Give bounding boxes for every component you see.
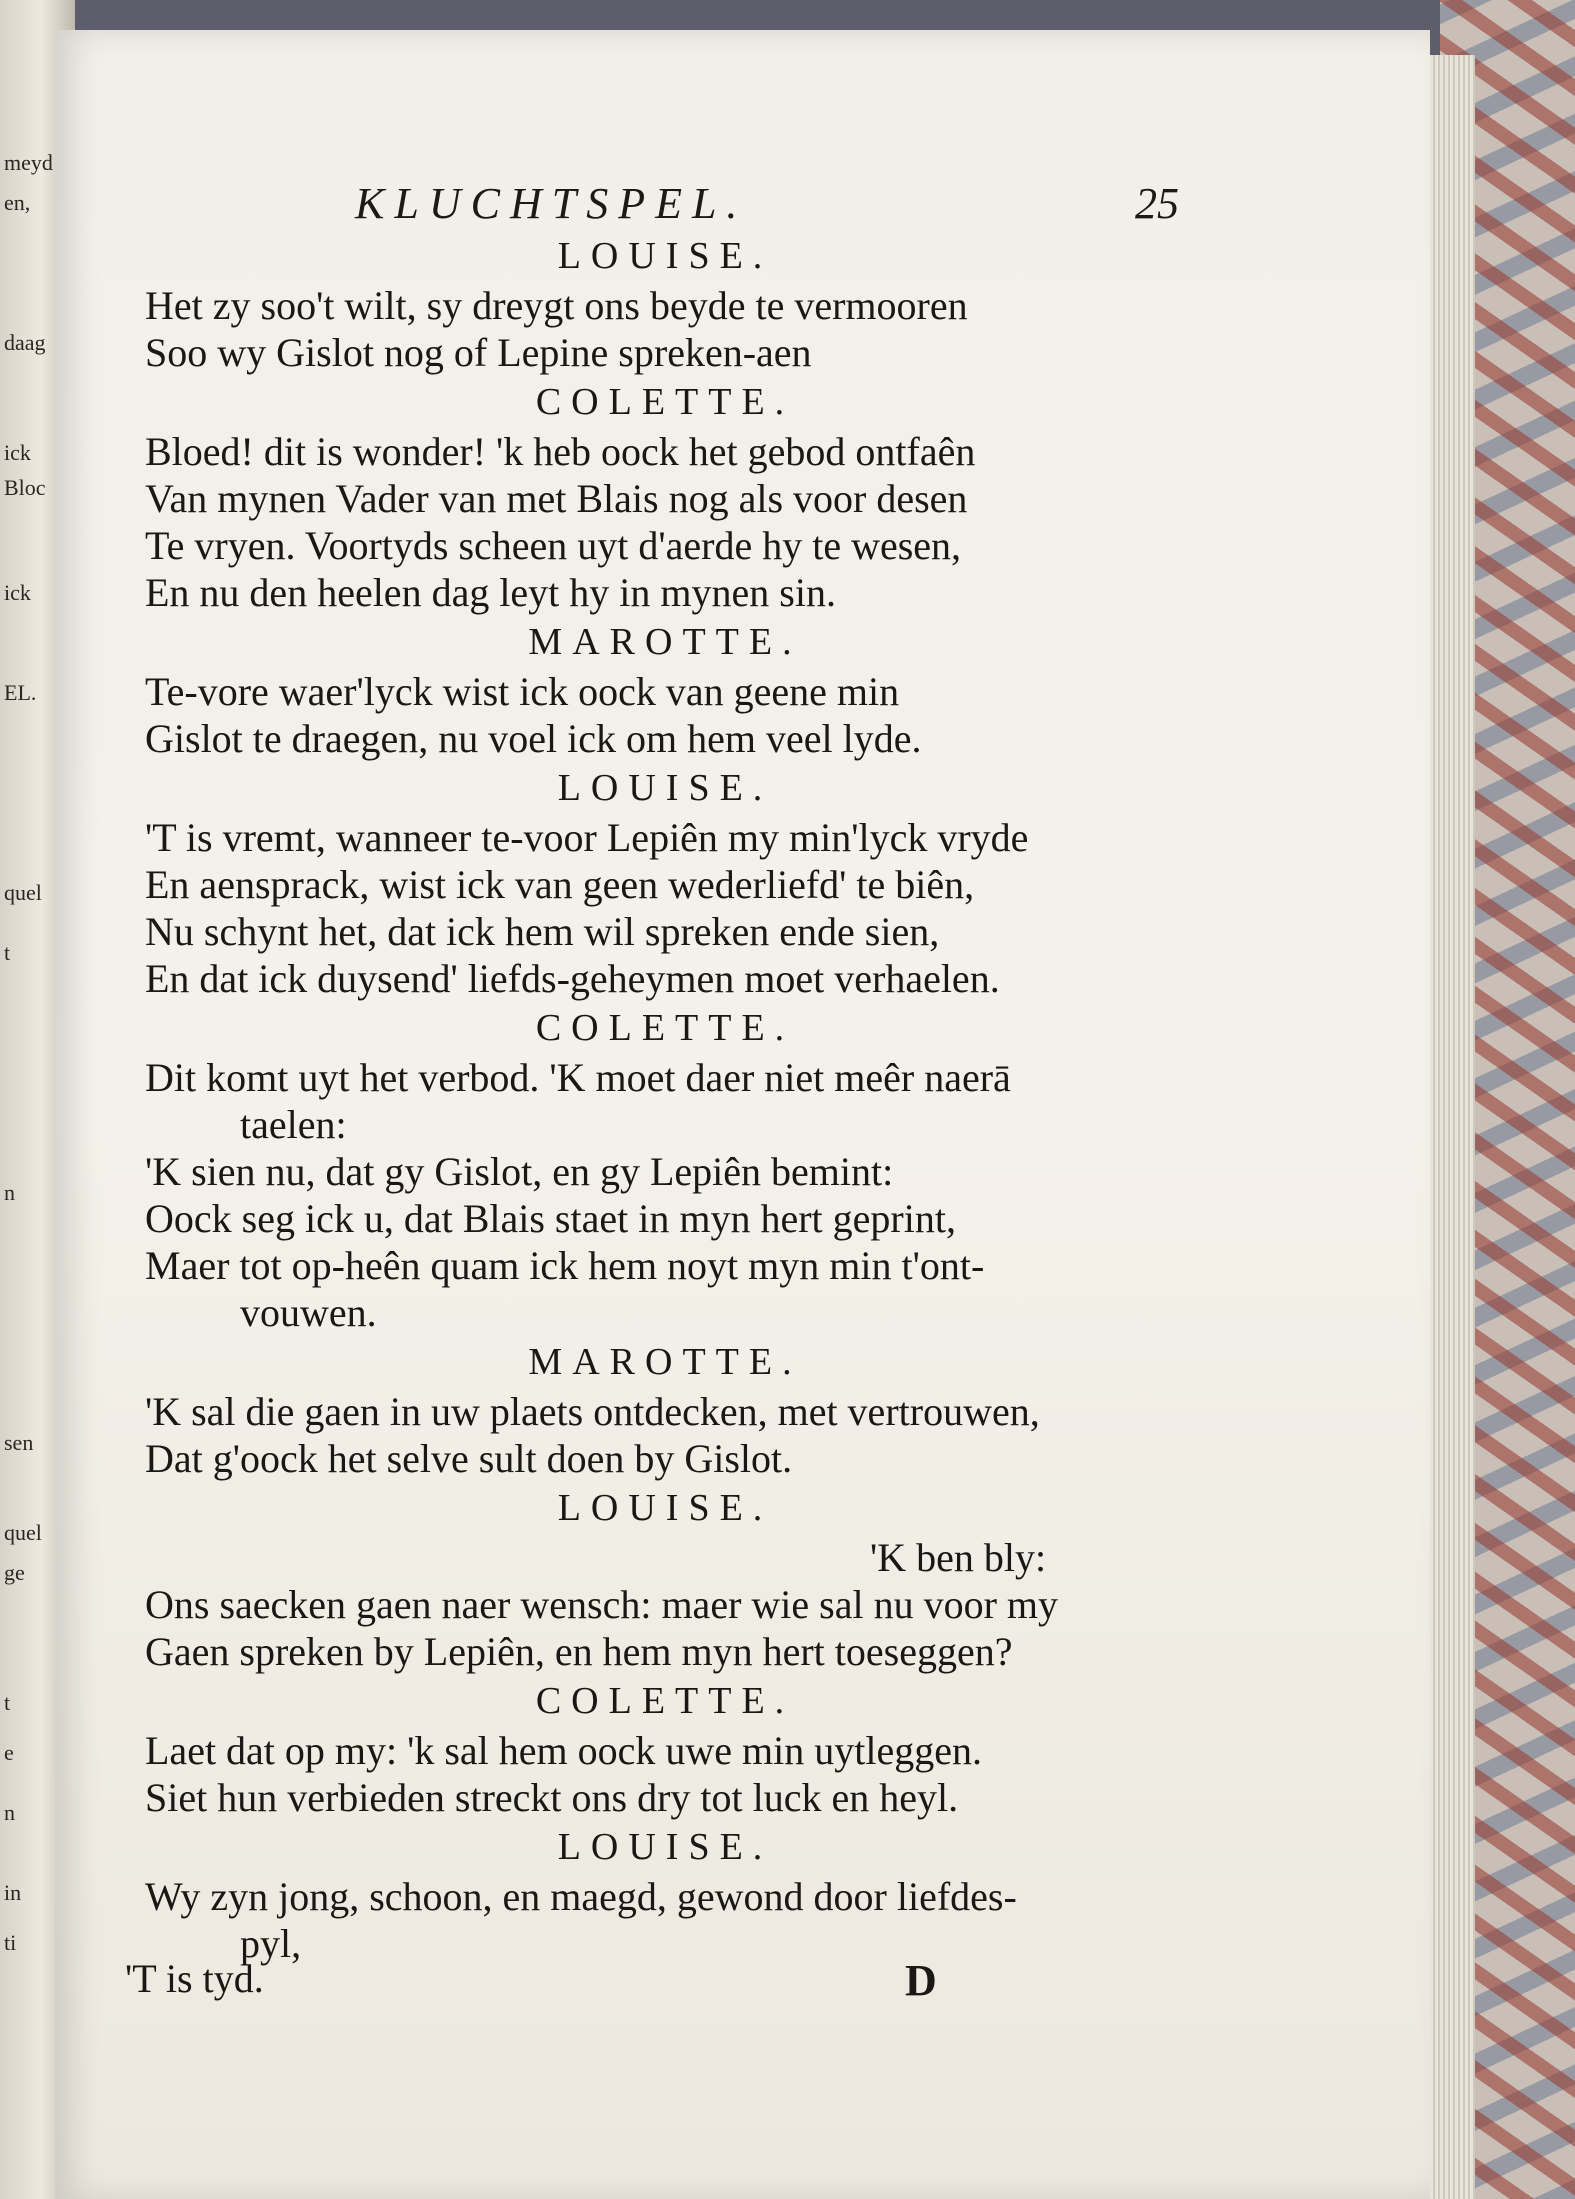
verse-line: Te-vore waer'lyck wist ick oock van geene min: [145, 669, 900, 714]
speaker-name: MAROTTE.: [528, 621, 802, 663]
verse-line: Maer tot op-heên quam ick hem noyt myn min t'ont-: [145, 1243, 985, 1288]
left-page-fragment: in: [4, 1880, 22, 1905]
verse-line: Oock seg ick u, dat Blais staet in myn hert geprint,: [145, 1196, 956, 1241]
verse-line: Gaen spreken by Lepiên, en hem myn hert toeseggen?: [145, 1629, 1013, 1674]
speaker-name: LOUISE.: [557, 1826, 773, 1868]
verse-line: vouwen.: [240, 1290, 377, 1335]
left-page-fragment: en,: [4, 190, 31, 215]
book-page: [55, 30, 1430, 2199]
verse-line: En dat ick duysend' liefds-geheymen moet verhaelen.: [145, 956, 1000, 1001]
verse-line: Bloed! dit is wonder! 'k heb oock het gebod ontfaên: [145, 429, 976, 474]
left-page-fragment: Bloc: [4, 475, 46, 500]
speaker-name: COLETTE.: [535, 381, 795, 423]
left-page-fragment: ge: [4, 1560, 25, 1585]
left-page-fragment: daag: [4, 330, 46, 355]
page-number: 25: [1135, 179, 1179, 228]
left-page-fragment: t: [4, 940, 11, 965]
verse-line: En nu den heelen dag leyt hy in mynen sin.: [145, 570, 836, 615]
verse-line: Nu schynt het, dat ick hem wil spreken ende sien,: [145, 909, 940, 954]
verse-line: pyl,: [240, 1921, 302, 1966]
left-page-fragment: sen: [4, 1430, 34, 1455]
verse-line: 'K sien nu, dat gy Gislot, en gy Lepiên bemint:: [145, 1149, 894, 1194]
verse-line: Gislot te draegen, nu voel ick om hem veel lyde.: [145, 716, 922, 761]
running-title: KLUCHTSPEL.: [355, 179, 748, 228]
verse-line: 'K ben bly:: [870, 1535, 1047, 1580]
left-page-fragment: n: [4, 1180, 15, 1205]
verse-line: Van mynen Vader van met Blais nog als voor desen: [145, 476, 968, 521]
verse-line: Het zy soo't wilt, sy dreygt ons beyde te vermooren: [145, 283, 968, 328]
left-page-fragment: quel: [4, 880, 42, 905]
play-text: [145, 230, 1225, 1967]
left-page-fragment: ti: [4, 1930, 17, 1955]
verse-line: Te vryen. Voortyds scheen uyt d'aerde hy te wesen,: [145, 523, 962, 568]
verse-line: Ons saecken gaen naer wensch: maer wie sal nu voor my: [145, 1582, 1059, 1627]
speaker-name: COLETTE.: [535, 1680, 795, 1722]
left-page-fragment: t: [4, 1690, 11, 1715]
verse-line: Laet dat op my: 'k sal hem oock uwe min uytleggen.: [145, 1728, 983, 1773]
verse-line: Soo wy Gislot nog of Lepine spreken-aen: [145, 330, 812, 375]
verse-line: Dit komt uyt het verbod. 'K moet daer niet meêr naerā: [145, 1055, 1011, 1100]
left-page-fragment: e: [4, 1740, 14, 1765]
verse-line: 'T is vremt, wanneer te-voor Lepiên my min'lyck vryde: [145, 815, 1029, 860]
verse-line: taelen:: [240, 1102, 347, 1147]
left-page-fragment: quel: [4, 1520, 42, 1545]
verse-line: 'K sal die gaen in uw plaets ontdecken, met vertrouwen,: [145, 1389, 1040, 1434]
left-page-fragment: meyd: [4, 150, 53, 175]
signature-mark: D: [905, 1956, 937, 2005]
catchword: 'T is tyd.: [125, 1956, 264, 2001]
verse-line: En aensprack, wist ick van geen wederliefd' te biên,: [145, 862, 975, 907]
speaker-name: LOUISE.: [557, 1487, 773, 1529]
verse-line: Siet hun verbieden streckt ons dry tot luck en heyl.: [145, 1775, 959, 1820]
verse-line: Dat g'oock het selve sult doen by Gislot.: [145, 1436, 793, 1481]
left-page-fragment: EL.: [4, 680, 37, 705]
left-page-fragment: ick: [4, 440, 31, 465]
speaker-name: COLETTE.: [535, 1007, 795, 1049]
speaker-name: LOUISE.: [557, 767, 773, 809]
left-page-fragment: n: [4, 1800, 15, 1825]
left-page-fragment: ick: [4, 580, 31, 605]
speaker-name: MAROTTE.: [528, 1341, 802, 1383]
verse-line: Wy zyn jong, schoon, en maegd, gewond door liefdes-: [145, 1874, 1017, 1919]
speaker-name: LOUISE.: [557, 235, 773, 277]
